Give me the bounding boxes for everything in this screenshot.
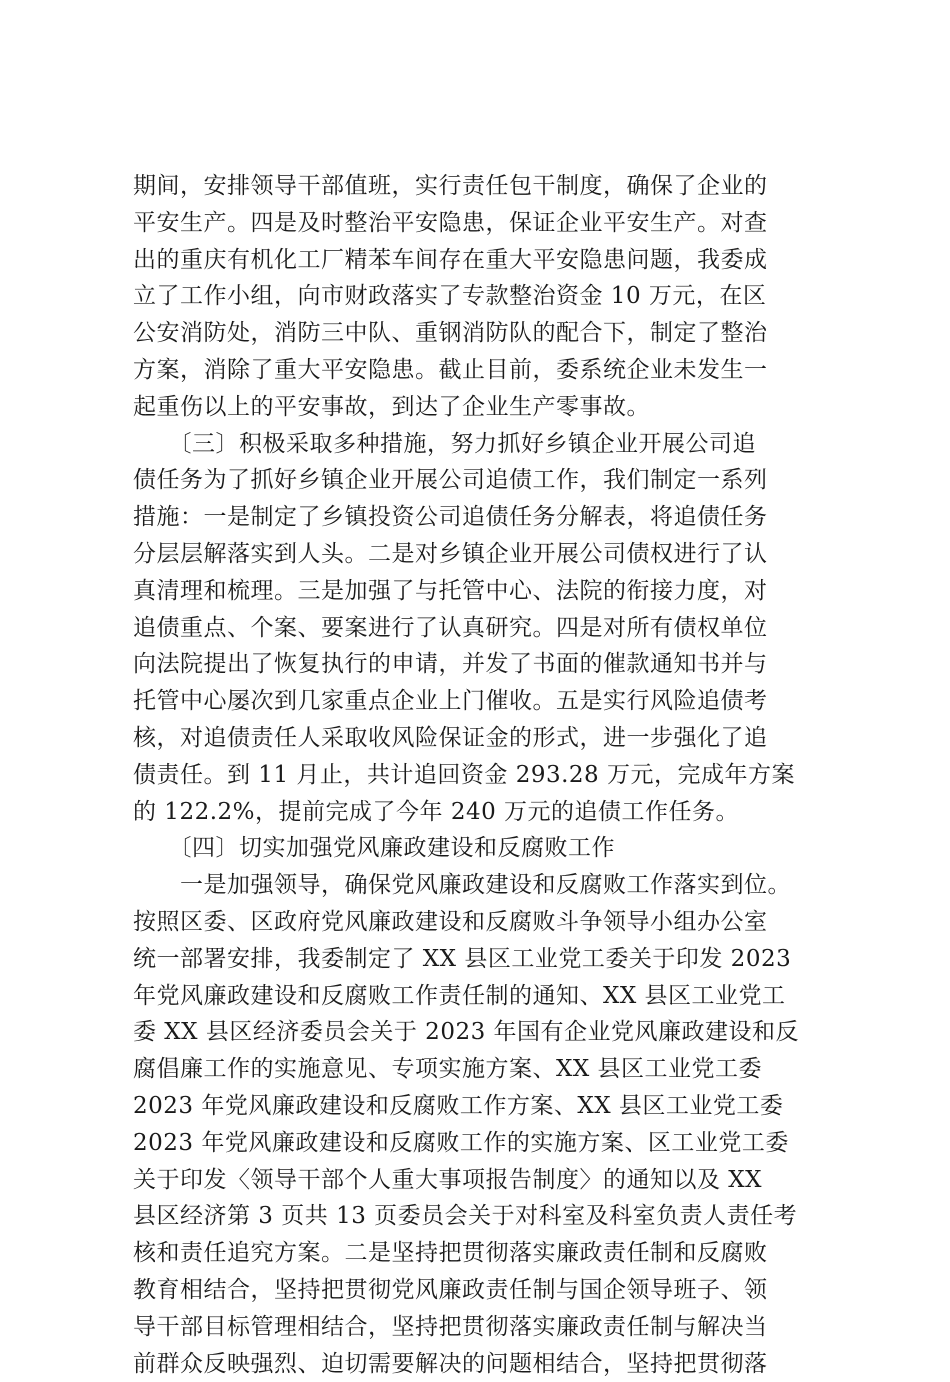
text-line-18: 的 122.2%，提前完成了今年 240 万元的追债工作任务。 <box>133 794 839 831</box>
text-line-9: 债任务为了抓好乡镇企业开展公司追债工作，我们制定一系列 <box>133 462 839 499</box>
text-line-23: 年党风廉政建设和反腐败工作责任制的通知、XX 县区工业党工 <box>133 978 839 1015</box>
section-heading-4: 〔四〕切实加强党风廉政建设和反腐败工作 <box>133 830 839 867</box>
text-line-4: 立了工作小组，向市财政落实了专款整治资金 10 万元，在区 <box>133 278 839 315</box>
text-line-14: 向法院提出了恢复执行的申请，并发了书面的催款通知书并与 <box>133 646 839 683</box>
text-line-11: 分层层解落实到人头。二是对乡镇企业开展公司债权进行了认 <box>133 536 839 573</box>
text-line-26: 2023 年党风廉政建设和反腐败工作方案、XX 县区工业党工委 <box>133 1088 839 1125</box>
text-line-16: 核，对追债责任人采取收风险保证金的形式，进一步强化了追 <box>133 720 839 757</box>
text-line-13: 追债重点、个案、要案进行了认真研究。四是对所有债权单位 <box>133 610 839 647</box>
text-line-29: 县区经济第 3 页共 13 页委员会关于对科室及科室负责人责任考 <box>133 1198 839 1235</box>
text-line-31: 教育相结合，坚持把贯彻党风廉政责任制与国企领导班子、领 <box>133 1272 839 1309</box>
text-line-12: 真清理和梳理。三是加强了与托管中心、法院的衔接力度，对 <box>133 573 839 610</box>
text-line-22: 统一部署安排，我委制定了 XX 县区工业党工委关于印发 2023 <box>133 941 839 978</box>
text-line-24: 委 XX 县区经济委员会关于 2023 年国有企业党风廉政建设和反 <box>133 1014 839 1051</box>
text-line-32: 导干部目标管理相结合，坚持把贯彻落实廉政责任制与解决当 <box>133 1309 839 1346</box>
text-line-2: 平安生产。四是及时整治平安隐患，保证企业平安生产。对查 <box>133 205 839 242</box>
text-line-3: 出的重庆有机化工厂精苯车间存在重大平安隐患问题，我委成 <box>133 242 839 279</box>
text-line-30: 核和责任追究方案。二是坚持把贯彻落实廉政责任制和反腐败 <box>133 1235 839 1272</box>
text-line-17: 债责任。到 11 月止，共计追回资金 293.28 万元，完成年方案 <box>133 757 839 794</box>
text-line-1: 期间，安排领导干部值班，实行责任包干制度，确保了企业的 <box>133 168 839 205</box>
text-line-20: 一是加强领导，确保党风廉政建设和反腐败工作落实到位。 <box>133 867 839 904</box>
text-line-28: 关于印发〈领导干部个人重大事项报告制度〉的通知以及 XX <box>133 1162 839 1199</box>
document-body <box>133 168 839 1382</box>
text-line-33: 前群众反映强烈、迫切需要解决的问题相结合，坚持把贯彻落 <box>133 1346 839 1382</box>
text-line-10: 措施：一是制定了乡镇投资公司追债任务分解表，将追债任务 <box>133 499 839 536</box>
text-line-15: 托管中心屡次到几家重点企业上门催收。五是实行风险追债考 <box>133 683 839 720</box>
text-line-5: 公安消防处，消防三中队、重钢消防队的配合下，制定了整治 <box>133 315 839 352</box>
text-line-25: 腐倡廉工作的实施意见、专项实施方案、XX 县区工业党工委 <box>133 1051 839 1088</box>
text-line-21: 按照区委、区政府党风廉政建设和反腐败斗争领导小组办公室 <box>133 904 839 941</box>
text-line-27: 2023 年党风廉政建设和反腐败工作的实施方案、区工业党工委 <box>133 1125 839 1162</box>
text-line-7: 起重伤以上的平安事故，到达了企业生产零事故。 <box>133 389 839 426</box>
text-line-6: 方案，消除了重大平安隐患。截止目前，委系统企业未发生一 <box>133 352 839 389</box>
section-heading-3: 〔三〕积极采取多种措施，努力抓好乡镇企业开展公司追 <box>133 426 839 463</box>
